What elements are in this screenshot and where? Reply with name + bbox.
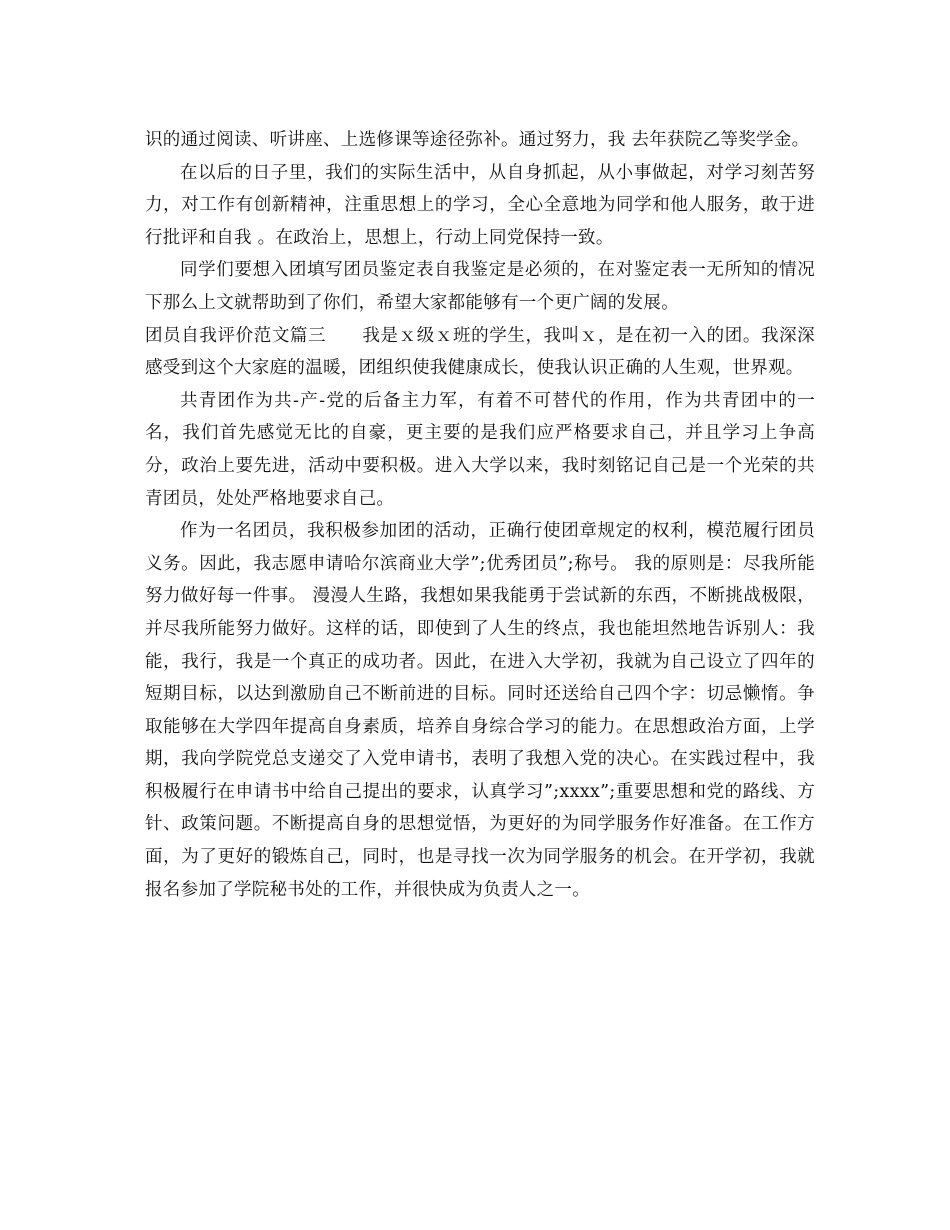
paragraph-daily-life: 在以后的日子里，我们的实际生活中，从自身抓起，从小事做起，对学习刻苦努力，对工作有创新精神，注重思想上的学习，全心全意地为同学和他人服务，敢于进行批评和自我 。在政治上，思想上，行动上同党保持一致。 (145, 162, 815, 248)
document-body (145, 124, 815, 906)
paragraph-continuation: 识的通过阅读、听讲座、上选修课等途径弥补。通过努力，我 去年获院乙等奖学金。 (145, 130, 810, 150)
paragraph-appraisal-form: 同学们要想入团填写团员鉴定表自我鉴定是必须的，在对鉴定表一无所知的情况下那么上文就帮助到了你们，希望大家都能够有一个更广阔的发展。 (145, 260, 815, 313)
paragraph-sample-three: 团员自我评价范文篇三 我是ｘ级ｘ班的学生，我叫ｘ，是在初一入的团。我深深感受到这个大家庭的温暖，团组织使我健康成长，使我认识正确的人生观，世界观。 (145, 325, 815, 379)
paragraph-member-duties: 作为一名团员，我积极参加团的活动，正确行使团章规定的权利，模范履行团员义务。因此，我志愿申请哈尔滨商业大学”;优秀团员”;称号。 我的原则是：尽我所能努力做好每一件事。 漫漫人生路，我想如果我能勇于尝试新的东西，不断挑战极限，并尽我所能努力做好。这样的话，即使到了人生的终点，我也能坦然地告诉别人：我能，我行，我是一个真正的成功者。因此，在进入大学初，我就为自己设立了四年的短期目标，以达到激励自己不断前进的目标。同时还送给自己四个字：切忌懒惰。争取能够在大学四年提高自身素质，培养自身综合学习的能力。在思想政治方面，上学期，我向学院党总支递交了入党申请书，表明了我想入党的决心。在实践过程中，我积极履行在申请书中给自己提出的要求，认真学习”;xxxx”;重要思想和党的路线、方针、政策问题。不断提高自身的思想觉悟，为更好的为同学服务作好准备。在工作方面，为了更好的锻炼自己，同时，也是寻找一次为同学服务的机会。在开学初，我就报名参加了学院秘书处的工作，并很快成为负责人之一。 (145, 521, 815, 900)
paragraph-youth-league: 共青团作为共-产-党的后备主力军，有着不可替代的作用，作为共青团中的一名，我们首先感觉无比的自豪，更主要的是我们应严格要求自己，并且学习上争高分，政治上要先进，活动中要积极。进入大学以来，我时刻铭记自己是一个光荣的共青团员，处处严格地要求自己。 (145, 390, 815, 509)
